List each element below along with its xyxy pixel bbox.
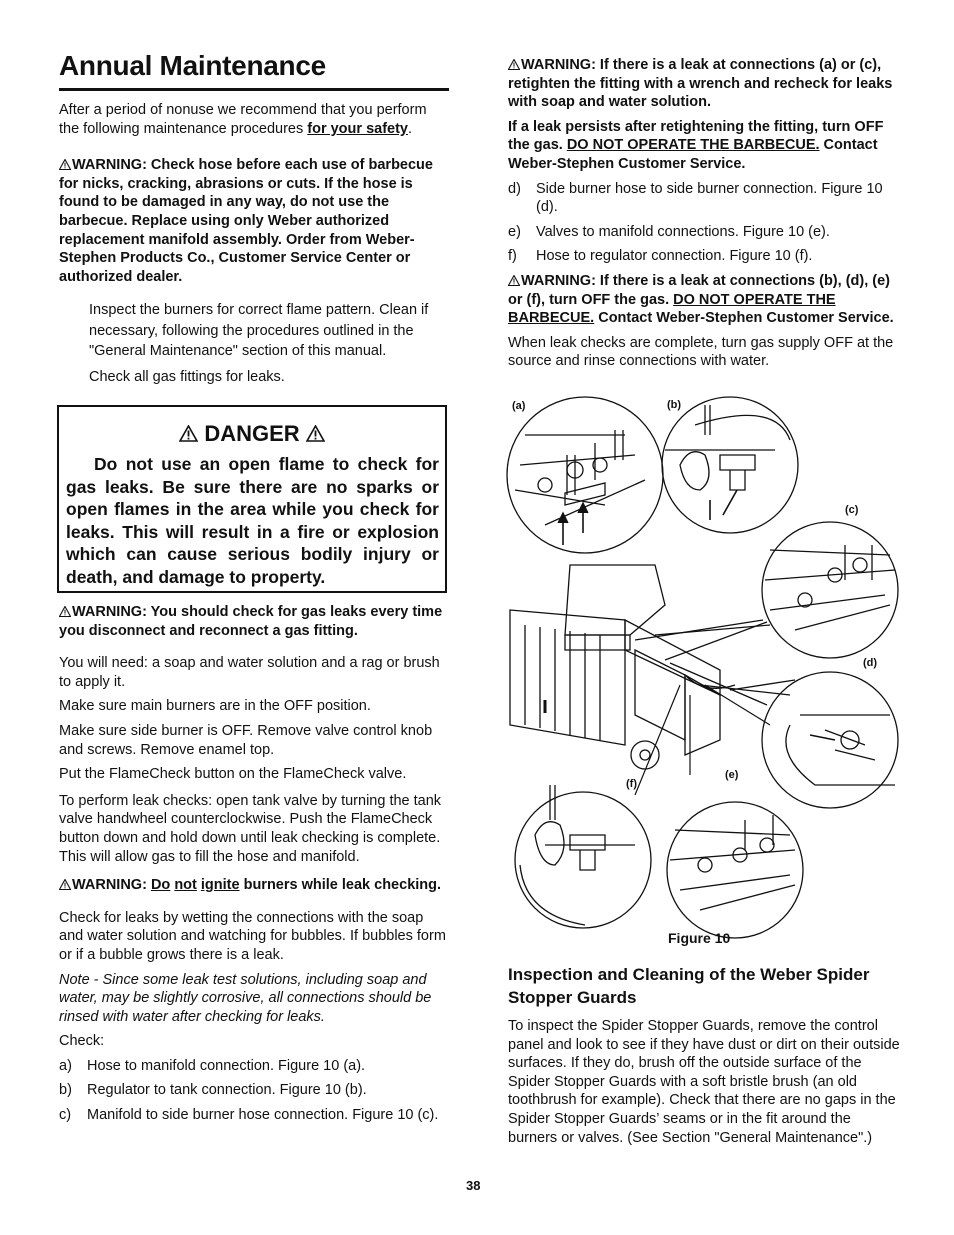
check-item — [508, 223, 900, 242]
note-corrosive: Note - Since some leak test solutions, including soap and water, may be slightly corrosive, all connections should be rinsed with water after checking for leaks. — [59, 971, 432, 1025]
warning-bdef-contact: Contact Weber-Stephen Customer Service. — [594, 310, 894, 327]
detail-f — [515, 785, 651, 928]
warning-ignite — [59, 876, 449, 895]
detail-d — [762, 672, 898, 808]
intro-paragraph — [59, 101, 449, 138]
persist-do-not: DO NOT OPERATE THE BARBECUE. — [566, 137, 820, 154]
figure-10 — [505, 395, 900, 940]
figure-caption: Figure 10 — [668, 930, 731, 946]
danger-warning-icon-right — [306, 425, 325, 442]
warning-bdef-do-not: DO NOT OPERATE THE BARBECUE. — [508, 291, 836, 327]
figure-label-f: (f) — [626, 778, 637, 790]
detail-c — [762, 522, 898, 658]
check-item-letter: a) — [59, 1057, 72, 1074]
danger-title-text: DANGER — [204, 421, 300, 446]
page-number: 38 — [466, 1178, 481, 1193]
checks-left-list — [59, 1057, 449, 1125]
you-will-need: You will need: a soap and water solution and a rag or brush to apply it. — [59, 655, 440, 690]
check-item-text: Hose to regulator connection. Figure 10 (f). — [536, 248, 813, 265]
warning-bdef — [508, 272, 900, 328]
danger-title — [59, 421, 445, 447]
check-item-text: Manifold to side burner hose connection. Figure 10 (c). — [87, 1107, 439, 1124]
detail-e — [667, 802, 803, 938]
figure-label-c: (c) — [845, 504, 859, 516]
check-item — [508, 180, 900, 217]
check-item — [59, 1057, 449, 1076]
check-item — [59, 1081, 449, 1100]
check-item-letter: e) — [508, 223, 521, 240]
figure-label-d: (d) — [863, 657, 878, 669]
left-column — [59, 50, 449, 386]
warning-ignite-not: not — [174, 877, 197, 894]
warning-icon — [59, 159, 71, 170]
warning-ignite-ignite: ignite — [200, 877, 240, 894]
section-heading: Inspection and Cleaning of the Weber Spider Stopper Guards — [508, 965, 870, 1007]
warning-icon — [59, 879, 71, 890]
warning-icon — [508, 59, 520, 70]
warning-hose-text: WARNING: Check hose before each use of barbecue for nicks, cracking, abrasions or cuts. If the hose is found to be damaged in any way, do not use the barbecue. Replace using only Weber authorized replacement manifold assembly. Order from Weber-Stephen Products Co., Customer Service Center or authorized dealer. — [59, 157, 433, 285]
warning-ac-text: WARNING: If there is a leak at connections (a) or (c), retighten the fitting with a wrench and recheck for leaks with soap and water solution. — [508, 57, 893, 111]
checks-right-list — [508, 180, 900, 266]
warning-bdef-text: WARNING: If there is a leak at connections (b), (d), (e) or (f), turn OFF the gas — [508, 272, 890, 308]
grill-body — [510, 565, 795, 769]
check-fittings: Check all gas fittings for leaks. — [89, 368, 285, 385]
intro-end: . — [408, 120, 413, 137]
intro-text: After a period of nonuse we recommend that you perform the following maintenance procedures — [59, 102, 427, 137]
checks-complete: When leak checks are complete, turn gas supply OFF at the source and rinse connections with water. — [508, 334, 894, 370]
main-burners-off: Make sure main burners are in the OFF position. — [59, 698, 371, 715]
inspect-burners: Inspect the burners for correct flame pattern. Clean if necessary, following the procedures outlined in the "General Maintenance" section of this manual. — [89, 302, 429, 360]
warning-hose — [59, 156, 449, 286]
check-label: Check: — [59, 1033, 105, 1050]
warning-icon — [59, 606, 71, 617]
detail-b — [662, 397, 798, 533]
warning-ignite-prefix: WARNING: — [72, 877, 151, 894]
section-text: To inspect the Spider Stopper Guards, remove the control panel and look to see if they have dust or dirt on their outside surfaces. If they do, brush off the outside surface of the Spider Stopper Guards with a soft bristle brush (an old toothbrush for example). Check that there are no gaps in the Spider Stopper Guards’ seams or in the fit around the burners or valves. (See Section "General Maintenance".) — [508, 1018, 900, 1146]
check-item-text: Hose to manifold connection. Figure 10 (a). — [87, 1057, 366, 1074]
warning-check — [59, 603, 449, 640]
check-item-text: Valves to manifold connections. Figure 10 (e). — [536, 223, 830, 240]
intro-safety: for your safety — [307, 120, 408, 137]
persist-contact: Contact Weber-Stephen Customer Service. — [508, 137, 878, 172]
check-item — [508, 247, 900, 266]
check-item-text: Regulator to tank connection. Figure 10 (b). — [87, 1082, 367, 1099]
danger-warning-icon — [179, 425, 198, 442]
check-item — [59, 1106, 449, 1125]
check-item-letter: c) — [59, 1107, 72, 1124]
right-column — [508, 56, 900, 371]
warning-check-text: WARNING: You should check for gas leaks every time you disconnect and reconnect a gas fitting. — [59, 604, 443, 639]
warning-ignite-suffix: burners while leak checking. — [239, 877, 442, 894]
warning-icon — [508, 275, 520, 286]
warning-ac — [508, 56, 900, 112]
check-item-letter: f) — [508, 248, 517, 265]
detail-a — [507, 397, 663, 553]
check-item-letter: d) — [508, 180, 521, 197]
warning-bdef-dot: . — [665, 291, 674, 308]
page-title: Annual Maintenance — [59, 50, 449, 91]
side-burner-off: Make sure side burner is OFF. Remove valve control knob and screws. Remove enamel top. — [59, 722, 433, 758]
persist-text: If a leak persists after retightening the fitting, turn OFF the gas — [508, 118, 884, 154]
figure-label-e: (e) — [725, 769, 739, 781]
persist-dot: . — [558, 137, 567, 154]
danger-box — [57, 405, 447, 593]
perform-leak-checks: To perform leak checks: open tank valve by turning the tank valve handwheel counterclockwise. Push the FlameCheck button down and hold down until leak checking is complete. This will allow gas to fill the hose and manifold. — [59, 792, 442, 865]
leak-persists — [508, 118, 900, 174]
warning-ignite-do: Do — [150, 877, 171, 894]
grill-diagram — [505, 395, 900, 940]
flamecheck-button: Put the FlameCheck button on the FlameCheck valve. — [59, 766, 407, 783]
check-wetting: Check for leaks by wetting the connections with the soap and water solution and watching for bubbles. If bubbles form or if a bubble grows there is a leak. — [59, 909, 446, 963]
figure-label-b: (b) — [667, 399, 682, 411]
danger-text: Do not use an open flame to check for gas leaks. Be sure there are no sparks or open flames in the area while you check for leaks. This will result in a fire or explosion which can cause serious bodily injury or death, and damage to property. — [66, 454, 439, 587]
figure-label-a: (a) — [512, 400, 526, 412]
left-column-lower — [59, 603, 449, 1125]
check-item-text: Side burner hose to side burner connection. Figure 10 (d). — [536, 180, 883, 216]
check-item-letter: b) — [59, 1082, 72, 1099]
